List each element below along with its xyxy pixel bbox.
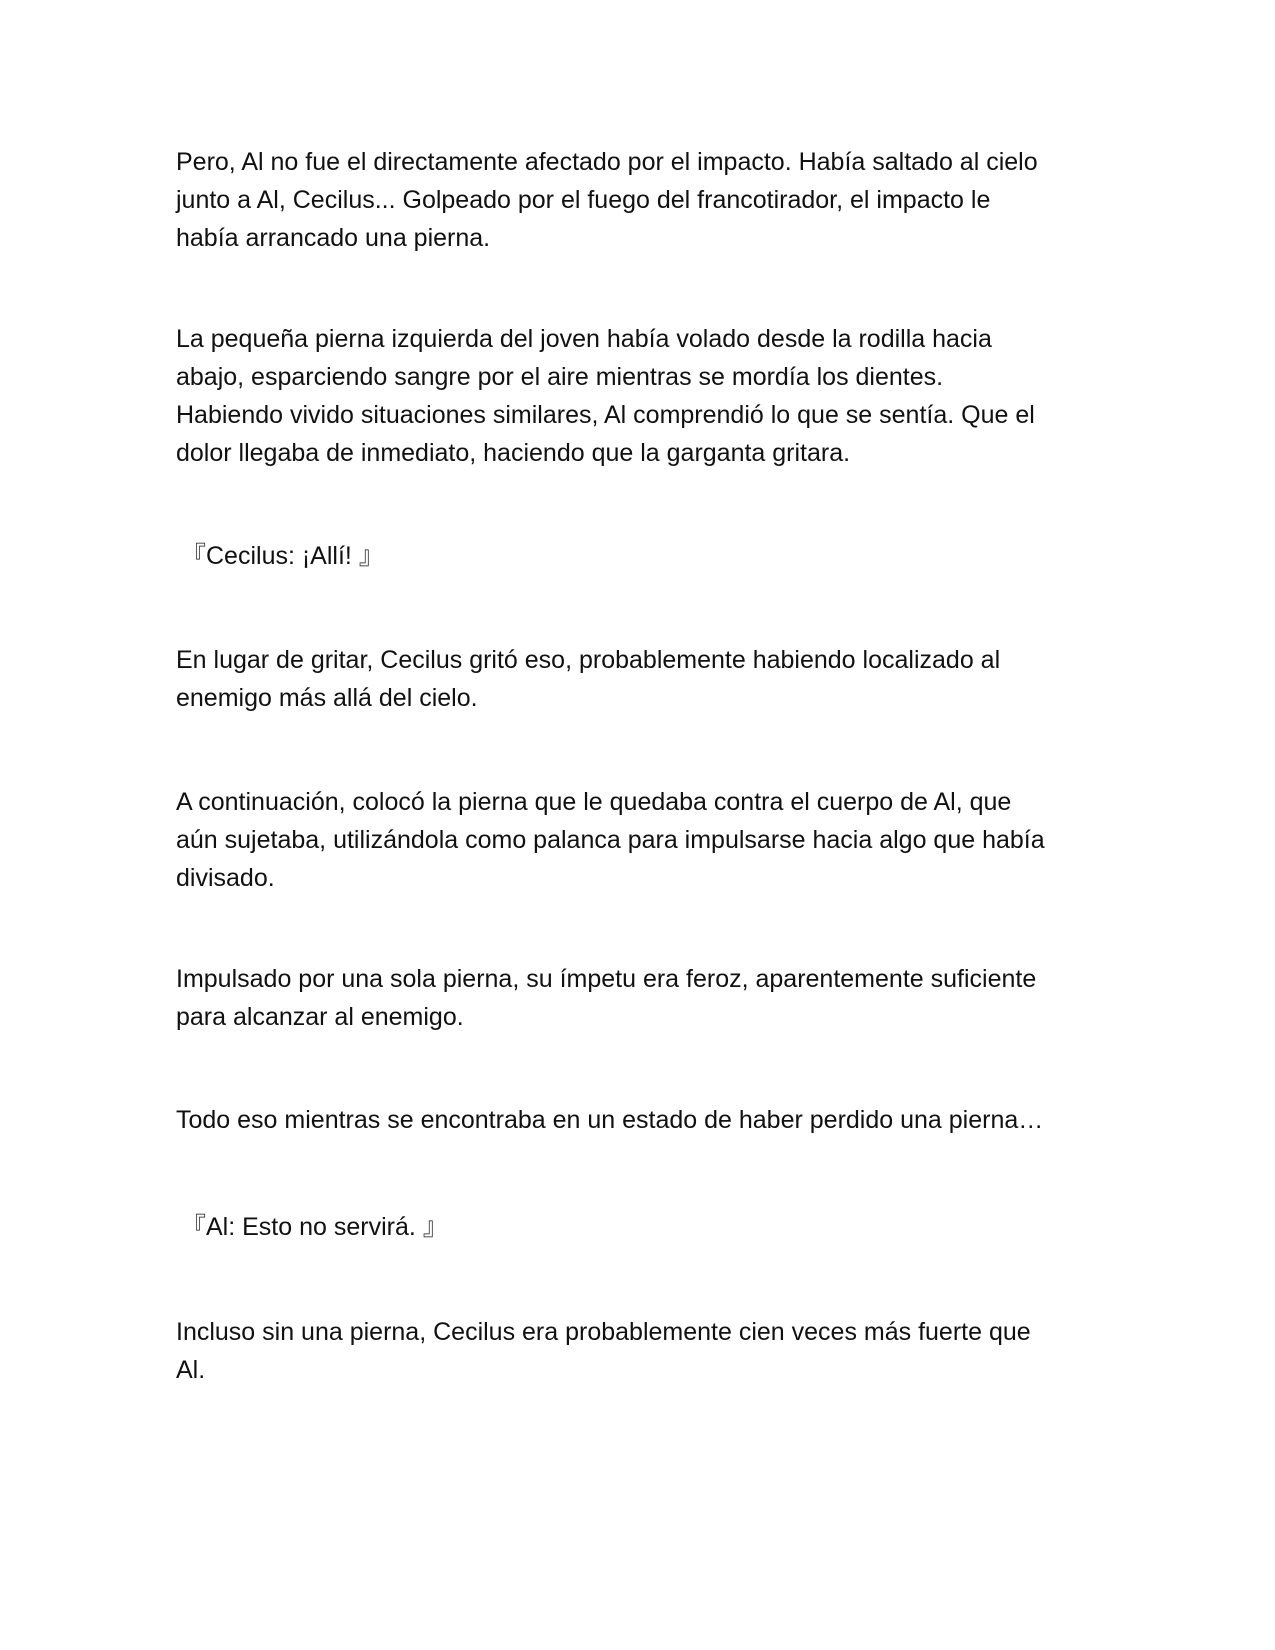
paragraph-line: junto a Al, Cecilus... Golpeado por el fuego del francotirador, el impacto le xyxy=(176,186,991,214)
paragraph-line: había arrancado una pierna. xyxy=(176,224,491,252)
paragraph-line: Todo eso mientras se encontraba en un estado de haber perdido una pierna… xyxy=(176,1106,1044,1134)
paragraph-line: Incluso sin una pierna, Cecilus era probablemente cien veces más fuerte que xyxy=(176,1318,1031,1346)
paragraph-line: Impulsado por una sola pierna, su ímpetu era feroz, aparentemente suficiente xyxy=(176,965,1037,993)
paragraph-line: Pero, Al no fue el directamente afectado por el impacto. Había saltado al cielo xyxy=(176,148,1038,176)
paragraph-line: Habiendo vivido situaciones similares, Al comprendió lo que se sentía. Que el xyxy=(176,401,1035,429)
paragraph-line: dolor llegaba de inmediato, haciendo que la garganta gritara. xyxy=(176,439,851,467)
paragraph-line: abajo, esparciendo sangre por el aire mientras se mordía los dientes. xyxy=(176,363,944,391)
paragraph-7 xyxy=(176,1313,1106,1389)
dialogue-line: 『Al: Esto no servirá. 』 xyxy=(181,1213,448,1241)
paragraph-line: para alcanzar al enemigo. xyxy=(176,1003,464,1031)
paragraph-line: divisado. xyxy=(176,864,275,892)
paragraph-line: Al. xyxy=(176,1356,206,1384)
paragraph-line: A continuación, colocó la pierna que le quedaba contra el cuerpo de Al, que xyxy=(176,788,1012,816)
paragraph-2 xyxy=(176,320,1106,472)
paragraph-3 xyxy=(176,641,1106,717)
paragraph-line: La pequeña pierna izquierda del joven había volado desde la rodilla hacia xyxy=(176,325,992,353)
paragraph-6 xyxy=(176,1101,1106,1139)
paragraph-line: En lugar de gritar, Cecilus gritó eso, probablemente habiendo localizado al xyxy=(176,646,1001,674)
paragraph-4 xyxy=(176,783,1106,897)
dialogue-line: 『Cecilus: ¡Allí! 』 xyxy=(181,542,384,570)
dialogue-al xyxy=(181,1208,1111,1246)
paragraph-5 xyxy=(176,960,1106,1036)
paragraph-1 xyxy=(176,143,1106,257)
paragraph-line: aún sujetaba, utilizándola como palanca para impulsarse hacia algo que había xyxy=(176,826,1045,854)
paragraph-line: enemigo más allá del cielo. xyxy=(176,684,478,712)
dialogue-cecilus xyxy=(181,537,1111,575)
